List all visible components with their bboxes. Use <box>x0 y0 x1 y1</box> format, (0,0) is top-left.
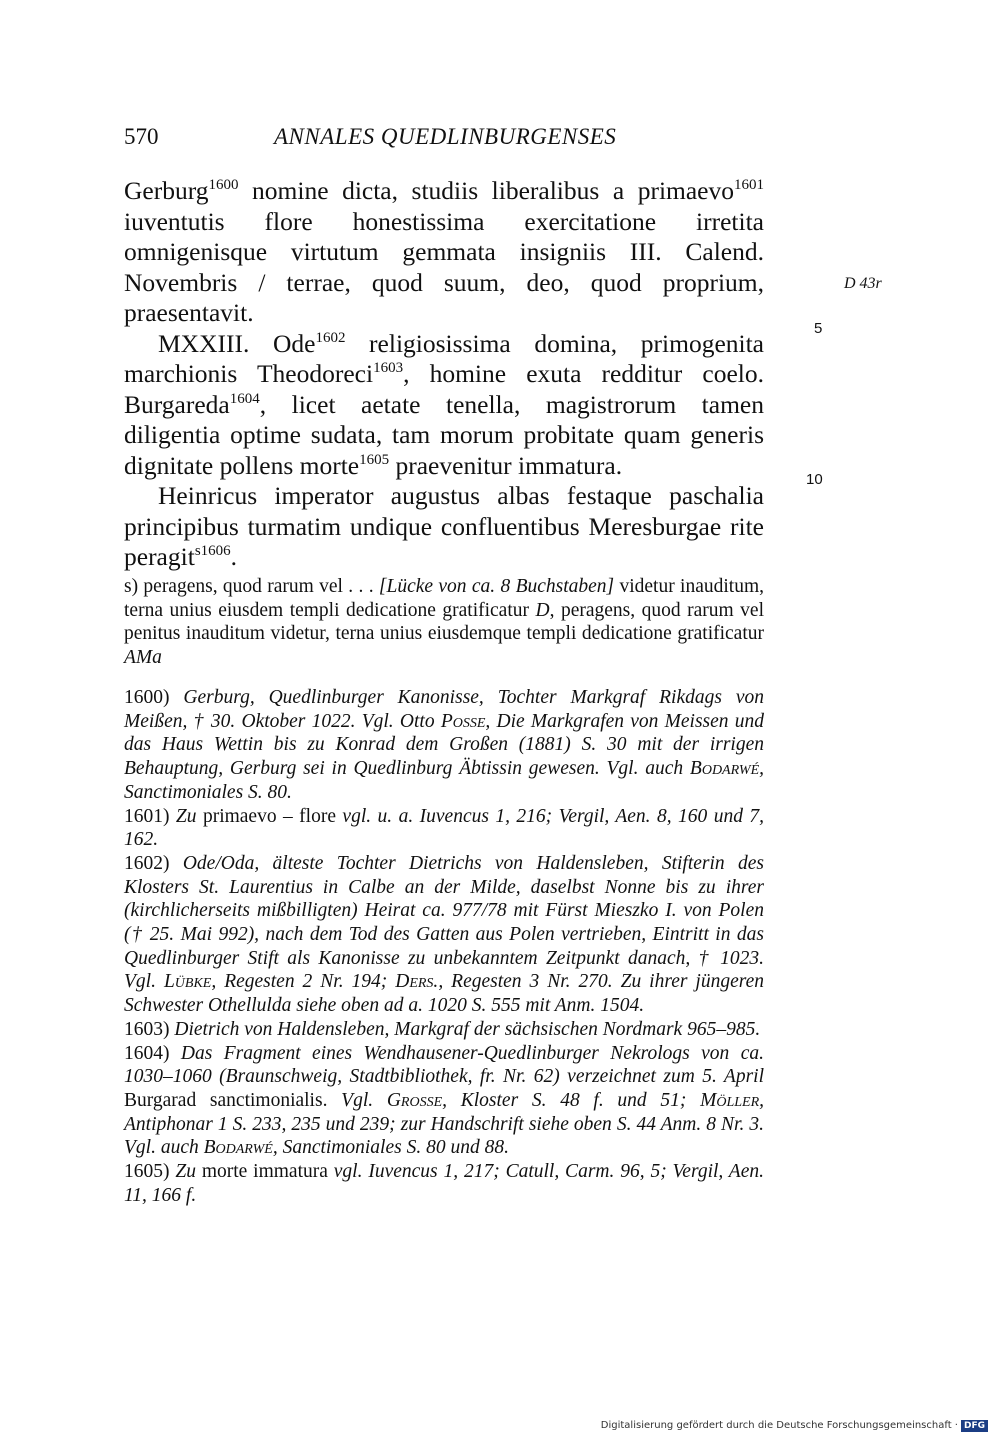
quoted-text: morte immatura <box>201 1161 328 1183</box>
footnote-ref-1605[interactable]: 1605 <box>359 451 390 468</box>
footnote-number: 1600) <box>124 687 184 708</box>
line-number-5: 5 <box>814 320 823 337</box>
footnotes <box>124 686 764 1207</box>
footnote-1605 <box>124 1160 764 1207</box>
paragraph-3 <box>124 481 764 573</box>
text-run: nomine dicta, studiis liberalibus a primaevo <box>238 176 734 205</box>
quoted-text: primaevo – flore <box>202 805 336 827</box>
text-run: , Antiphonar 1 S. 233, 235 und 239; zur Handschrift siehe oben S. 44 Anm. 8 Nr. 3. Vgl. auch <box>124 1089 764 1159</box>
text-run: D <box>535 599 550 621</box>
footnote-number: 1603) <box>124 1018 175 1040</box>
page-number: 570 <box>124 124 159 149</box>
critical-apparatus <box>124 575 764 669</box>
footnote-number: 1604) <box>124 1042 181 1064</box>
text-run: Dietrich von Haldensleben, Markgraf der sächsischen Nordmark 965–985. <box>174 1018 761 1040</box>
text-run: s) peragens, quod rarum vel . . . <box>124 576 379 597</box>
text-run: Vgl. <box>327 1089 387 1111</box>
footnote-number: 1605) <box>124 1161 176 1183</box>
text-run: , Kloster S. 48 f. und 51; <box>442 1089 701 1111</box>
text-run: Ode/Oda, älteste Tochter Dietrichs von Haldensleben, Stifterin des Klosters St. Laurentius in Calbe an der Milde, daselbst Nonne bis zu ihrer (kirchlicherseits mißbilligten) Heirat ca. 977/78 mit Fürst Mieszko I. von Polen († 25. Mai 992), nach dem Tod des Gatten aus Polen vertrieben, Eintritt in das Quedlinburger Stift als Kanonisse zu unbekanntem Zeitpunkt danach, † 1023. Vgl. <box>124 852 764 993</box>
text-run: praevenitur immatura. <box>389 450 623 480</box>
text-run: videtur inauditum, terna unius eiusdem templi dedicatione gratificatur <box>124 576 765 621</box>
footnote-ref-1603[interactable]: 1603 <box>373 360 404 376</box>
digitization-credit <box>601 1420 988 1432</box>
author-name: Möller <box>700 1089 760 1111</box>
running-head: ANNALES QUEDLINBURGENSES <box>274 124 617 149</box>
text-run: , peragens, quod rarum vel penitus inauditum videtur, terna unius eiusdemque templi dedicatione gratificatur <box>124 599 764 644</box>
footnote-number: 1602) <box>124 852 183 874</box>
text-run: Zu <box>175 805 203 827</box>
footnote-1603 <box>124 1018 764 1042</box>
text-run: , Regesten 3 Nr. 270. Zu ihrer jüngeren Schwester Othellulda siehe oben ad a. 1020 S. 555 mit Anm. 1504. <box>124 971 764 1017</box>
credit-text: Digitalisierung gefördert durch die Deutsche Forschungsgemeinschaft · <box>600 1420 958 1431</box>
main-text <box>124 176 764 573</box>
text-run: Zu <box>175 1161 202 1183</box>
footnote-1604 <box>124 1042 764 1161</box>
text-run: religiosissima domina, primogenita marchionis Theodoreci <box>124 328 764 388</box>
author-name: Posse <box>440 710 486 732</box>
author-name: Bodarwé <box>689 758 760 780</box>
text-run: Heinricus imperator augustus albas festaque paschalia principibus turmatim undique confluentibus Meresburgae rite peragit <box>124 481 764 571</box>
author-name: Grosse <box>386 1089 443 1111</box>
text-run: . <box>230 542 238 571</box>
text-run: AMa <box>124 646 162 668</box>
footnote-number: 1601) <box>124 805 176 827</box>
quoted-text: Burgarad sanctimonialis. <box>124 1089 328 1111</box>
footnote-ref-1601[interactable]: 1601 <box>734 177 764 193</box>
text-run: Gerburg <box>124 176 209 205</box>
text-run: MXXIII. Ode <box>158 328 316 358</box>
author-name: Ders. <box>395 971 439 993</box>
text-run: , Regesten 2 Nr. 194; <box>211 971 396 993</box>
dfg-logo-icon: DFG <box>961 1420 988 1432</box>
text-run: , Sanctimoniales S. 80 und 88. <box>272 1137 509 1159</box>
footnote-1602 <box>124 852 764 1018</box>
footnote-ref-1606[interactable]: s1606 <box>194 543 231 559</box>
text-run: , homine exuta redditur coelo. Burgareda <box>124 359 765 419</box>
footnote-1601 <box>124 805 764 852</box>
text-run: , licet aetate tenella, magistrorum tamen diligentia optime sudata, tam morum probitate quam generis dignitate pollens morte <box>124 389 764 480</box>
text-run: iuventutis flore honestissima exercitatione irretita omnigenisque virtutum gemmata insigniis III. Calend. Novembris / terrae, quod suum, deo, quod proprium, praesentavit. <box>124 206 764 327</box>
line-number-10: 10 <box>806 471 823 488</box>
text-run: vgl. u. a. Iuvencus 1, 216; Vergil, Aen. 8, 160 und 7, 162. <box>124 805 764 851</box>
text-run: Gerburg, Quedlinburger Kanonisse, Tochter Markgraf Rikdags von Meißen, † 30. Oktober 1022. Vgl. Otto <box>124 687 764 732</box>
text-run: [Lücke von ca. 8 Buchstaben] <box>378 576 615 597</box>
text-run: vgl. Iuvencus 1, 217; Catull, Carm. 96, 5; Vergil, Aen. 11, 166 f. <box>124 1161 764 1206</box>
text-run: , Sanctimoniales S. 80. <box>124 758 764 803</box>
footnote-ref-1602[interactable]: 1602 <box>315 329 346 346</box>
text-run: , Die Markgrafen von Meissen und das Haus Wettin bis zu Konrad dem Großen (1881) S. 30 mit der irrigen Behauptung, Gerburg sei in Quedlinburg Äbtissin gewesen. Vgl. auch <box>124 710 765 780</box>
paragraph-1 <box>124 176 764 329</box>
footnote-ref-1604[interactable]: 1604 <box>229 390 260 407</box>
paragraph-2 <box>124 329 764 482</box>
footnote-ref-1600[interactable]: 1600 <box>208 177 239 193</box>
text-run: Das Fragment eines Wendhausener-Quedlinburger Nekrologs von ca. 1030–1060 (Braunschweig, Stadtbibliothek, fr. Nr. 62) verzeichnet zum 5. April <box>124 1042 764 1088</box>
author-name: Lübke <box>163 971 212 993</box>
manuscript-folio-ref: D 43r <box>844 275 882 292</box>
author-name: Bodarwé <box>203 1137 273 1159</box>
footnote-1600 <box>124 686 764 805</box>
